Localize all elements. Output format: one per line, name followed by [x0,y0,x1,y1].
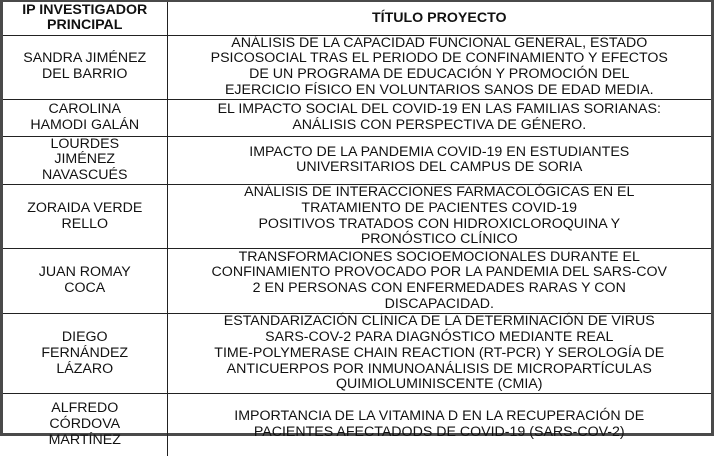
investigator-line: SANDRA JIMÉNEZ [23,50,147,67]
project-title-cell [167,314,711,394]
investigator-line: RELLO [61,215,109,232]
investigator-line: HAMODI GALÁN [30,116,140,133]
table-row [3,136,711,184]
title-line: ESTANDARIZACIÓN CLÍNICA DE LA DETERMINACIÓN DE VIRUS [223,313,655,330]
header-investigator [3,2,167,35]
title-line: ANTICUERPOS POR INMUNOANÁLISIS DE MICROPARTÍCULAS [226,360,652,377]
investigator-line: ZORAIDA VERDE [27,199,143,216]
investigator-line: LOURDES [50,135,120,152]
investigator-line: CAROLINA [48,100,122,117]
project-title-cell [167,249,711,314]
investigator-cell [3,35,167,99]
title-line: PSICOSOCIAL TRAS EL PERIODO DE CONFINAMIENTO Y EFECTOS [210,50,668,67]
investigator-line: NAVASCUÉS [42,167,128,184]
title-line: EJERCICIO FÍSICO EN VOLUNTARIOS SANOS DE EDAD MEDIA. [224,81,654,98]
header-investigator-line: IP INVESTIGADOR [22,1,148,18]
title-line: CONFINAMIENTO PROVOCADO POR LA PANDEMIA DEL SARS-COV [211,264,667,281]
table-row [3,394,711,456]
title-line: DISCAPACIDAD. [384,296,494,313]
title-line: QUIMIOLUMINISCENTE (CMIA) [335,376,543,393]
investigator-line: DEL BARRIO [42,66,128,83]
table-row [3,185,711,249]
projects-table-grid [3,2,711,456]
title-line: PACIENTES AFECTADODS DE COVID-19 (SARS-COV-2) [253,424,625,440]
investigator-cell [3,136,167,184]
title-line: TIME-POLYMERASE CHAIN REACTION (RT-PCR) Y SEROLOGÍA DE [214,344,665,361]
investigator-line: COCA [64,280,106,297]
title-line: POSITIVOS TRATADOS CON HIDROXICLOROQUINA Y [258,215,621,232]
title-line: ANÁLISIS DE INTERACCIONES FARMACOLÓGICAS EN EL [244,184,635,201]
investigator-line: DIEGO [61,329,108,346]
investigator-line: JUAN ROMAY [38,264,131,281]
table-row [3,249,711,314]
title-line: TRANSFORMACIONES SOCIOEMOCIONALES DURANTE EL [238,248,640,265]
investigator-line: FERNÁNDEZ [41,344,129,361]
investigator-line: CÓRDOVA [49,416,121,433]
table-row [3,35,711,99]
investigator-line: LÁZARO [56,360,114,377]
title-line: ANÁLISIS DE LA CAPACIDAD FUNCIONAL GENERAL, ESTADO [231,34,648,51]
table-row [3,314,711,394]
investigator-line: MARTÍNEZ [48,431,121,448]
investigator-cell [3,249,167,314]
title-line: ANÁLISIS CON PERSPECTIVA DE GÉNERO. [292,116,587,133]
investigator-cell [3,99,167,136]
title-line: 2 EN PERSONAS CON ENFERMEDADES RARAS Y CON [252,280,626,297]
title-line: PRONÓSTICO CLÍNICO [360,231,518,248]
investigator-cell [3,314,167,394]
investigator-cell [3,394,167,456]
investigator-line: ALFREDO [51,400,119,417]
investigator-line: JIMÉNEZ [54,151,116,168]
project-title-cell [167,185,711,249]
header-investigator-line: PRINCIPAL [47,17,123,34]
table-header-row [3,2,711,35]
title-line: DE UN PROGRAMA DE EDUCACIÓN Y PROMOCIÓN DEL [249,66,630,83]
title-line: IMPORTANCIA DE LA VITAMINA D EN LA RECUPERACIÓN DE [234,408,645,425]
title-line: SARS-COV-2 PARA DIAGNÓSTICO MEDIANTE REAL [265,329,614,346]
title-line: IMPACTO DE LA PANDEMIA COVID-19 EN ESTUDIANTES [249,143,630,160]
title-line: TRATAMIENTO DE PACIENTES COVID-19 [301,199,578,216]
project-title-cell [167,394,711,456]
title-line: EL IMPACTO SOCIAL DEL COVID-19 EN LAS FAMILIAS SORIANAS: [217,100,661,117]
project-title-cell [167,99,711,136]
project-title-cell [167,136,711,184]
title-line: UNIVERSITARIOS DEL CAMPUS DE SORIA [296,159,583,176]
investigator-cell [3,185,167,249]
project-title-cell [167,35,711,99]
table-row [3,99,711,136]
header-title: TÍTULO PROYECTO [167,2,711,35]
